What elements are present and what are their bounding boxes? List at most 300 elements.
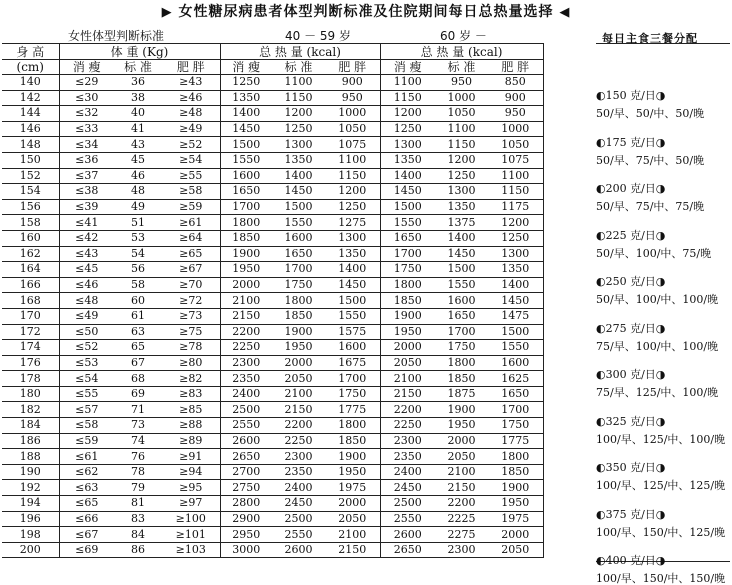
cell-kcal60-fat: 1175 — [488, 199, 543, 215]
cell-weight-normal: 45 — [114, 152, 162, 168]
cell-kcal60-thin: 1400 — [380, 168, 435, 184]
cell-weight-fat: ≥67 — [162, 262, 220, 278]
cell-kcal40-thin: 2100 — [220, 293, 272, 309]
table-row — [2, 527, 543, 543]
cell-kcal60-normal: 1000 — [435, 90, 488, 106]
cell-weight-fat: ≥75 — [162, 324, 220, 340]
cell-height: 180 — [2, 386, 59, 402]
cell-kcal60-thin: 2650 — [380, 542, 435, 558]
table-row — [2, 152, 543, 168]
meal-plan-split: 100/早、125/中、100/晚 — [596, 432, 726, 446]
table-row — [2, 308, 543, 324]
cell-weight-thin: ≤61 — [59, 449, 114, 465]
cell-kcal60-normal: 1250 — [435, 168, 488, 184]
cell-kcal60-thin: 1750 — [380, 262, 435, 278]
meal-plan-item — [596, 89, 732, 120]
cell-weight-normal: 83 — [114, 511, 162, 527]
cell-kcal40-normal: 2350 — [272, 464, 325, 480]
cell-height: 158 — [2, 215, 59, 231]
cell-weight-fat: ≥101 — [162, 527, 220, 543]
cell-weight-normal: 60 — [114, 293, 162, 309]
cell-kcal40-fat: 1275 — [325, 215, 380, 231]
cell-height: 174 — [2, 340, 59, 356]
cell-kcal40-thin: 2150 — [220, 308, 272, 324]
cell-kcal40-thin: 1950 — [220, 262, 272, 278]
cell-height: 196 — [2, 511, 59, 527]
cell-kcal60-normal: 1350 — [435, 199, 488, 215]
cell-kcal60-fat: 950 — [488, 106, 543, 122]
cell-kcal40-fat: 950 — [325, 90, 380, 106]
cell-kcal40-fat: 1550 — [325, 308, 380, 324]
cell-kcal60-normal: 1900 — [435, 402, 488, 418]
cell-kcal40-fat: 1750 — [325, 386, 380, 402]
cell-kcal40-normal: 1700 — [272, 262, 325, 278]
cell-kcal40-thin: 3000 — [220, 542, 272, 558]
cell-weight-fat: ≥48 — [162, 106, 220, 122]
table-row — [2, 215, 543, 231]
cell-kcal40-fat: 1350 — [325, 246, 380, 262]
header-normal: 标 准 — [114, 60, 162, 75]
table-row — [2, 324, 543, 340]
cell-kcal40-fat: 1400 — [325, 262, 380, 278]
table-row — [2, 75, 543, 91]
cell-weight-thin: ≤41 — [59, 215, 114, 231]
cell-height: 178 — [2, 371, 59, 387]
cell-kcal40-normal: 2550 — [272, 527, 325, 543]
cell-kcal60-thin: 2300 — [380, 433, 435, 449]
cell-weight-thin: ≤29 — [59, 75, 114, 91]
cell-kcal40-normal: 1650 — [272, 246, 325, 262]
cell-kcal60-normal: 1500 — [435, 262, 488, 278]
cell-kcal60-fat: 1800 — [488, 449, 543, 465]
cell-height: 176 — [2, 355, 59, 371]
cell-kcal60-fat: 850 — [488, 75, 543, 91]
cell-weight-fat: ≥46 — [162, 90, 220, 106]
table-row — [2, 355, 543, 371]
cell-kcal40-fat: 2000 — [325, 496, 380, 512]
cell-kcal60-thin: 2100 — [380, 371, 435, 387]
meal-plan-grams: ◐275 克/日◑ — [596, 321, 666, 335]
cell-weight-fat: ≥83 — [162, 386, 220, 402]
meal-plan-split: 75/早、100/中、100/晚 — [596, 339, 719, 353]
table-row — [2, 480, 543, 496]
cell-kcal60-thin: 2550 — [380, 511, 435, 527]
meal-plan-item — [596, 368, 732, 399]
cell-kcal40-thin: 1600 — [220, 168, 272, 184]
cell-kcal60-thin: 1100 — [380, 75, 435, 91]
cell-weight-normal: 71 — [114, 402, 162, 418]
cell-weight-thin: ≤54 — [59, 371, 114, 387]
cell-kcal40-thin: 2200 — [220, 324, 272, 340]
cell-weight-thin: ≤49 — [59, 308, 114, 324]
meal-plan-split: 100/早、150/中、125/晚 — [596, 525, 726, 539]
cell-kcal60-fat: 1400 — [488, 277, 543, 293]
meal-plan-split: 50/早、75/中、50/晚 — [596, 153, 705, 167]
meal-plan-split: 75/早、125/中、100/晚 — [596, 386, 719, 399]
cell-weight-thin: ≤67 — [59, 527, 114, 543]
table-row — [2, 433, 543, 449]
cell-weight-fat: ≥95 — [162, 480, 220, 496]
cell-kcal60-fat: 1500 — [488, 324, 543, 340]
meal-plan-split: 50/早、75/中、75/晚 — [596, 200, 705, 213]
cell-height: 154 — [2, 184, 59, 200]
meal-plan-grams: ◐225 克/日◑ — [596, 228, 666, 242]
cell-weight-fat: ≥89 — [162, 433, 220, 449]
table-row — [2, 496, 543, 512]
meal-plan-grams: ◐200 克/日◑ — [596, 182, 666, 195]
table-row — [2, 340, 543, 356]
cell-kcal60-thin: 1700 — [380, 246, 435, 262]
cell-kcal60-fat: 1350 — [488, 262, 543, 278]
cell-kcal60-fat: 1150 — [488, 184, 543, 200]
cell-kcal60-thin: 1500 — [380, 199, 435, 215]
meal-plan-split: 100/早、150/中、150/晚 — [596, 572, 726, 585]
cell-kcal40-thin: 2550 — [220, 418, 272, 434]
cell-kcal40-thin: 2950 — [220, 527, 272, 543]
cell-kcal60-normal: 1200 — [435, 152, 488, 168]
cell-kcal60-thin: 2400 — [380, 464, 435, 480]
cell-kcal40-normal: 1450 — [272, 184, 325, 200]
cell-height: 188 — [2, 449, 59, 465]
meal-plan-grams: ◐150 克/日◑ — [596, 89, 666, 102]
cell-weight-normal: 76 — [114, 449, 162, 465]
cell-kcal60-normal: 1950 — [435, 418, 488, 434]
cell-kcal40-normal: 2450 — [272, 496, 325, 512]
cell-kcal40-normal: 1800 — [272, 293, 325, 309]
cell-kcal40-normal: 1900 — [272, 324, 325, 340]
cell-kcal40-thin: 1550 — [220, 152, 272, 168]
cell-kcal40-fat: 2100 — [325, 527, 380, 543]
cell-kcal40-thin: 1850 — [220, 230, 272, 246]
cell-weight-normal: 78 — [114, 464, 162, 480]
cell-kcal40-thin: 2700 — [220, 464, 272, 480]
cell-kcal40-normal: 1250 — [272, 121, 325, 137]
header-thin: 消 瘦 — [380, 60, 435, 75]
cell-kcal60-normal: 1375 — [435, 215, 488, 231]
header-thin: 消 瘦 — [220, 60, 272, 75]
cell-kcal40-fat: 1900 — [325, 449, 380, 465]
cell-kcal40-thin: 1250 — [220, 75, 272, 91]
cell-height: 150 — [2, 152, 59, 168]
meal-plan-grams: ◐325 克/日◑ — [596, 414, 666, 428]
cell-weight-fat: ≥65 — [162, 246, 220, 262]
header-row-1 — [2, 44, 543, 60]
cell-weight-normal: 46 — [114, 168, 162, 184]
cell-kcal60-thin: 2250 — [380, 418, 435, 434]
cell-kcal40-thin: 2400 — [220, 386, 272, 402]
cell-kcal60-normal: 950 — [435, 75, 488, 91]
side-title: 每日主食三餐分配 — [602, 32, 698, 45]
table-row — [2, 168, 543, 184]
cell-kcal60-fat: 1850 — [488, 464, 543, 480]
cell-kcal40-normal: 1150 — [272, 90, 325, 106]
cell-kcal40-normal: 1350 — [272, 152, 325, 168]
cell-kcal60-fat: 1250 — [488, 230, 543, 246]
cell-weight-thin: ≤30 — [59, 90, 114, 106]
cell-kcal40-fat: 1575 — [325, 324, 380, 340]
cell-kcal40-normal: 2500 — [272, 511, 325, 527]
cell-kcal60-normal: 1450 — [435, 246, 488, 262]
meal-plan-item — [596, 275, 732, 306]
cell-weight-fat: ≥97 — [162, 496, 220, 512]
cell-kcal60-fat: 1000 — [488, 121, 543, 137]
cell-weight-fat: ≥58 — [162, 184, 220, 200]
cell-weight-normal: 69 — [114, 386, 162, 402]
cell-weight-normal: 53 — [114, 230, 162, 246]
subheader-age-40-59: 40 － 59 岁 — [285, 29, 351, 43]
cell-kcal40-thin: 1700 — [220, 199, 272, 215]
cell-kcal60-thin: 2000 — [380, 340, 435, 356]
cell-weight-normal: 61 — [114, 308, 162, 324]
cell-weight-thin: ≤37 — [59, 168, 114, 184]
cell-weight-normal: 49 — [114, 199, 162, 215]
cell-weight-thin: ≤36 — [59, 152, 114, 168]
table-row — [2, 449, 543, 465]
cell-kcal60-normal: 1700 — [435, 324, 488, 340]
cell-kcal60-fat: 1750 — [488, 418, 543, 434]
cell-height: 172 — [2, 324, 59, 340]
cell-kcal60-fat: 1550 — [488, 340, 543, 356]
cell-weight-normal: 51 — [114, 215, 162, 231]
cell-weight-thin: ≤32 — [59, 106, 114, 122]
cell-kcal60-thin: 2350 — [380, 449, 435, 465]
cell-kcal40-thin: 1650 — [220, 184, 272, 200]
cell-kcal60-thin: 1900 — [380, 308, 435, 324]
cell-kcal40-normal: 1850 — [272, 308, 325, 324]
calorie-table — [2, 43, 544, 558]
cell-weight-thin: ≤43 — [59, 246, 114, 262]
title-text: 女性糖尿病患者体型判断标准及住院期间每日总热量选择 — [178, 4, 554, 20]
cell-kcal60-fat: 1775 — [488, 433, 543, 449]
cell-kcal40-thin: 2250 — [220, 340, 272, 356]
cell-kcal60-normal: 1550 — [435, 277, 488, 293]
cell-kcal60-thin: 2600 — [380, 527, 435, 543]
cell-kcal40-normal: 2100 — [272, 386, 325, 402]
cell-weight-fat: ≥100 — [162, 511, 220, 527]
cell-kcal40-fat: 1775 — [325, 402, 380, 418]
cell-kcal60-thin: 1450 — [380, 184, 435, 200]
table-row — [2, 106, 543, 122]
cell-weight-fat: ≥61 — [162, 215, 220, 231]
page-title — [0, 0, 732, 24]
table-row — [2, 371, 543, 387]
cell-kcal40-thin: 2500 — [220, 402, 272, 418]
cell-kcal60-thin: 1950 — [380, 324, 435, 340]
cell-height: 152 — [2, 168, 59, 184]
cell-weight-thin: ≤50 — [59, 324, 114, 340]
cell-weight-thin: ≤46 — [59, 277, 114, 293]
cell-kcal60-fat: 1950 — [488, 496, 543, 512]
cell-weight-thin: ≤55 — [59, 386, 114, 402]
header-row-2 — [2, 60, 543, 75]
cell-weight-normal: 81 — [114, 496, 162, 512]
cell-weight-thin: ≤62 — [59, 464, 114, 480]
cell-kcal40-fat: 1000 — [325, 106, 380, 122]
meal-plan-grams: ◐350 克/日◑ — [596, 461, 666, 474]
cell-kcal60-fat: 1200 — [488, 215, 543, 231]
table-row — [2, 121, 543, 137]
cell-kcal40-normal: 1200 — [272, 106, 325, 122]
cell-weight-normal: 79 — [114, 480, 162, 496]
cell-weight-thin: ≤39 — [59, 199, 114, 215]
cell-kcal60-fat: 1300 — [488, 246, 543, 262]
header-height-unit: (cm) — [2, 60, 59, 75]
cell-kcal40-normal: 2300 — [272, 449, 325, 465]
meal-plan-item — [596, 229, 732, 260]
cell-kcal60-thin: 1200 — [380, 106, 435, 122]
cell-kcal40-thin: 2750 — [220, 480, 272, 496]
cell-weight-thin: ≤34 — [59, 137, 114, 153]
table-row — [2, 386, 543, 402]
cell-weight-normal: 68 — [114, 371, 162, 387]
meal-plan-item — [596, 508, 732, 539]
left-triangle-icon: ◀ — [559, 5, 571, 20]
cell-height: 166 — [2, 277, 59, 293]
cell-kcal40-fat: 1050 — [325, 121, 380, 137]
cell-height: 184 — [2, 418, 59, 434]
cell-weight-thin: ≤59 — [59, 433, 114, 449]
cell-kcal40-thin: 1900 — [220, 246, 272, 262]
cell-kcal60-normal: 2150 — [435, 480, 488, 496]
cell-weight-thin: ≤45 — [59, 262, 114, 278]
cell-kcal60-normal: 2000 — [435, 433, 488, 449]
table-row — [2, 277, 543, 293]
cell-weight-thin: ≤69 — [59, 542, 114, 558]
cell-kcal40-fat: 1675 — [325, 355, 380, 371]
cell-height: 190 — [2, 464, 59, 480]
meal-plan-item — [596, 322, 732, 353]
cell-kcal40-normal: 2150 — [272, 402, 325, 418]
cell-kcal60-normal: 2275 — [435, 527, 488, 543]
cell-weight-fat: ≥80 — [162, 355, 220, 371]
cell-height: 182 — [2, 402, 59, 418]
cell-kcal40-normal: 2600 — [272, 542, 325, 558]
cell-weight-fat: ≥64 — [162, 230, 220, 246]
cell-kcal40-fat: 1700 — [325, 371, 380, 387]
cell-kcal60-normal: 1850 — [435, 371, 488, 387]
cell-kcal60-thin: 1850 — [380, 293, 435, 309]
cell-kcal60-normal: 1400 — [435, 230, 488, 246]
cell-weight-normal: 41 — [114, 121, 162, 137]
cell-kcal40-normal: 1950 — [272, 340, 325, 356]
header-fat: 肥 胖 — [162, 60, 220, 75]
cell-kcal40-fat: 1250 — [325, 199, 380, 215]
cell-kcal60-normal: 2300 — [435, 542, 488, 558]
cell-kcal60-fat: 1650 — [488, 386, 543, 402]
cell-weight-fat: ≥94 — [162, 464, 220, 480]
meal-plan-grams: ◐375 克/日◑ — [596, 507, 666, 521]
cell-kcal40-thin: 2350 — [220, 371, 272, 387]
cell-kcal60-normal: 1150 — [435, 137, 488, 153]
cell-kcal60-fat: 1700 — [488, 402, 543, 418]
subheader-age-60-plus: 60 岁 － — [440, 29, 487, 43]
cell-kcal40-fat: 1100 — [325, 152, 380, 168]
cell-kcal40-thin: 1350 — [220, 90, 272, 106]
cell-weight-thin: ≤42 — [59, 230, 114, 246]
cell-kcal60-fat: 1050 — [488, 137, 543, 153]
cell-kcal60-thin: 1300 — [380, 137, 435, 153]
cell-kcal60-fat: 1450 — [488, 293, 543, 309]
cell-kcal60-fat: 1900 — [488, 480, 543, 496]
cell-weight-fat: ≥72 — [162, 293, 220, 309]
cell-kcal40-thin: 1500 — [220, 137, 272, 153]
cell-kcal40-normal: 1300 — [272, 137, 325, 153]
cell-kcal40-thin: 2300 — [220, 355, 272, 371]
cell-kcal40-fat: 1300 — [325, 230, 380, 246]
cell-kcal60-thin: 2450 — [380, 480, 435, 496]
cell-weight-thin: ≤33 — [59, 121, 114, 137]
meal-plan-item — [596, 182, 732, 213]
cell-weight-fat: ≥91 — [162, 449, 220, 465]
right-triangle-icon: ▶ — [161, 5, 173, 20]
meal-plan-split: 50/早、100/中、100/晚 — [596, 293, 719, 306]
cell-weight-thin: ≤63 — [59, 480, 114, 496]
cell-weight-fat: ≥73 — [162, 308, 220, 324]
header-normal: 标 准 — [435, 60, 488, 75]
cell-weight-fat: ≥49 — [162, 121, 220, 137]
cell-kcal60-thin: 2150 — [380, 386, 435, 402]
cell-weight-normal: 86 — [114, 542, 162, 558]
cell-kcal60-normal: 2050 — [435, 449, 488, 465]
table-row — [2, 137, 543, 153]
meal-plan-item — [596, 136, 732, 167]
cell-weight-fat: ≥88 — [162, 418, 220, 434]
cell-height: 144 — [2, 106, 59, 122]
cell-kcal40-fat: 1500 — [325, 293, 380, 309]
cell-kcal40-fat: 1075 — [325, 137, 380, 153]
cell-height: 164 — [2, 262, 59, 278]
cell-kcal60-normal: 1650 — [435, 308, 488, 324]
cell-height: 198 — [2, 527, 59, 543]
cell-weight-fat: ≥82 — [162, 371, 220, 387]
cell-kcal40-normal: 1500 — [272, 199, 325, 215]
cell-weight-normal: 67 — [114, 355, 162, 371]
cell-kcal40-fat: 2050 — [325, 511, 380, 527]
cell-kcal60-thin: 1350 — [380, 152, 435, 168]
meal-plan-item — [596, 415, 732, 446]
cell-kcal60-normal: 2100 — [435, 464, 488, 480]
cell-kcal60-fat: 1600 — [488, 355, 543, 371]
header-fat: 肥 胖 — [488, 60, 543, 75]
cell-weight-normal: 58 — [114, 277, 162, 293]
meal-plan-item — [596, 554, 732, 585]
meal-plan-item — [596, 461, 732, 492]
cell-weight-fat: ≥70 — [162, 277, 220, 293]
cell-weight-fat: ≥103 — [162, 542, 220, 558]
cell-weight-normal: 84 — [114, 527, 162, 543]
cell-kcal60-thin: 2200 — [380, 402, 435, 418]
table-row — [2, 90, 543, 106]
table-row — [2, 184, 543, 200]
cell-kcal60-thin: 1250 — [380, 121, 435, 137]
meal-plan-split: 50/早、100/中、75/晚 — [596, 246, 712, 260]
header-weight: 体 重 (Kg) — [59, 44, 220, 60]
table-row — [2, 402, 543, 418]
cell-kcal60-thin: 2050 — [380, 355, 435, 371]
cell-weight-thin: ≤38 — [59, 184, 114, 200]
cell-kcal40-thin: 2900 — [220, 511, 272, 527]
cell-kcal60-fat: 900 — [488, 90, 543, 106]
cell-kcal40-normal: 2000 — [272, 355, 325, 371]
cell-height: 142 — [2, 90, 59, 106]
cell-height: 146 — [2, 121, 59, 137]
cell-height: 148 — [2, 137, 59, 153]
table-row — [2, 293, 543, 309]
cell-kcal40-normal: 2400 — [272, 480, 325, 496]
cell-kcal40-fat: 1975 — [325, 480, 380, 496]
cell-height: 194 — [2, 496, 59, 512]
cell-kcal60-normal: 2225 — [435, 511, 488, 527]
